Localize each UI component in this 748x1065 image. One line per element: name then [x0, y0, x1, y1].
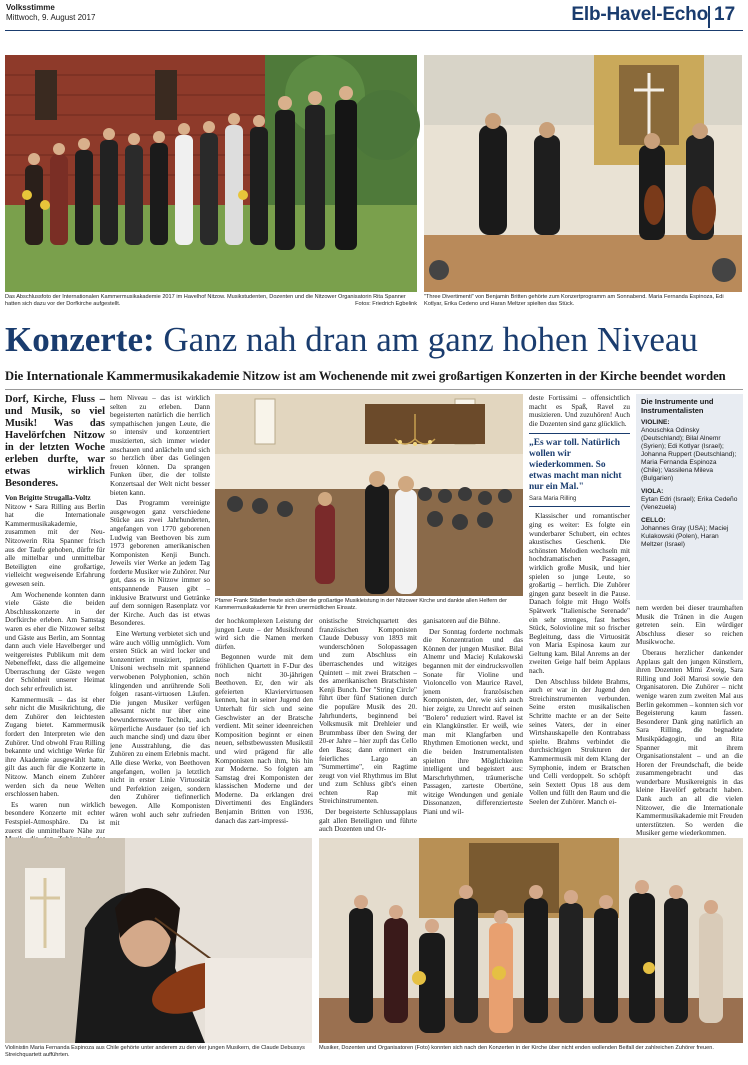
article-column-7: [636, 604, 743, 838]
paragraph: Überaus herzlicher dankender Applaus galt den jungen Künstlern, ihren Dozenten Mimi Zweig, Sara Rilling und Joël Marosi sowie den Organisatoren. Die Zuhörer – nicht wenige waren zum zweiten Mal aus Berlin gekommen – konnten sich vor Begeisterung kaum fassen. Besonderer Dank ging natürlich an Sara Rilling, die begnadete Musikpädagogin, und an Rita Spanner mit ihrem Organisationstalent – und an die Horen der Freundschaft, die beide zusammengebracht und das wunderbare Musikereignis in das kleine Havelörf gebracht haben. Dank auch an all die vielen Nitzower, die die Internationale Kammermusikakademie mit Freuden unterstützten. So werden die Musiker gerne wiederkommen.: [636, 648, 743, 838]
violine-label: VIOLINE:: [641, 419, 670, 426]
paragraph: Begonnen wurde mit dem fröhlichen Quartett in F-Dur des noch nicht 30-jährigen Beethoven. Er, den wir als gefeierten Klaviervirtuosen kennen, hat in seiner Jugend den Unterhalt für sich und seine Geschwister an der Bratsche verdient. Mit seiner ideenreichen Komposition beginnt er einen neuen, selbstbewussten Musikstil und wird prägend für alle Komponisten nach ihm, bis hin zur Moderne. So folgten am Samstag drei Komponisten der klassischen Moderne und der Moderne. Da erklangen drei Divertimenti des Engländers Benjamin Britten von 1936, danach das zart-impressi-: [215, 653, 313, 825]
caption-bottom-right: Musiker, Dozenten und Organisatoren (Foto) konnten sich nach den Konzerten in der Kirche über nicht enden wollenden Beifall der zahlreichen Zuhörer freuen.: [319, 1045, 714, 1051]
article-column-3: [215, 617, 313, 832]
paper-name: Volksstimme: [6, 3, 55, 12]
cello-label: CELLO:: [641, 517, 666, 524]
paragraph: deste Fortissimi – offensichtlich macht es Spaß, Ravel zu musizieren. Und zuzuhören! Auch die Dozenten sind ganz glücklich.: [529, 394, 630, 428]
cello-names: Johannes Gray (USA); Maciej Kulakowski (Polen), Haran Meltzer (Israel): [641, 525, 729, 548]
caption-top-left-text: Das Abschlussfoto der Internationalen Kammermusikakademie 2017 im Havelhof Nitzow. Musikstudenten, Dozenten und die Nitzower Organisatorin Rita Spanner hatten sich dazu vor der Dorfkirche aufgestellt.: [5, 294, 406, 307]
paragraph: nem werden bei dieser traumhaften Musik die Tränen in die Augen getreten sein. Ein würdiger Abschluss dieser so reichen Musikwoche.: [636, 604, 743, 647]
paragraph: ganisatoren auf die Bühne.: [423, 617, 501, 625]
headline-kicker: Konzerte:: [5, 320, 155, 359]
viola-names: Eytan Edri (Israel); Erika Cedeño (Venezuela): [641, 496, 738, 511]
col1-body: [5, 503, 105, 861]
article-column-6: [529, 394, 630, 832]
caption-top-left: [5, 294, 417, 312]
violinist-photo-illustration: [5, 838, 312, 1043]
photo-church-interior: [215, 394, 523, 596]
quote-source: Sara Maria Rilling: [529, 496, 577, 503]
church-interior-illustration: [215, 394, 523, 596]
header-divider: [708, 6, 710, 28]
paragraph: Den Abschluss bildete Brahms, auch er war in der Jugend den Streichinstrumenten verbunden. Seine ersten musikalischen Schritte machte er an der Seite seines Vaters, der in einer Wirtshauskapelle den Kontrabass spielte. Brahms verbindet die durchsichtigen Strukturen der Kammermusik mit dem Klang der Symphonie, indem er Bratschen und Celli verdoppelt. So schöpft sein Sextett Opus 18 aus dem Vollen und füllt den Raum und die Seelen der Zuhörer. Manch ei-: [529, 677, 630, 806]
caption-bottom-left: Violinistin Maria Fernanda Espinoza aus Chile gehörte unter anderem zu den vier jungen Musikern, die Claude Debussys Streichquartett aufführten.: [5, 1045, 305, 1058]
headline: [5, 321, 698, 359]
paragraph: Das Programm vereinigte ausgewogen ganz verschiedene Stücke aus zwei Jahrhunderten, angefangen von 1770 geborenen Ludwig van Beethoven bis zum 1973 geborenen amerikanischen Komponisten Kenji Bunch. Jeweils vier Werke an jedem Tag forderte Musiker wie Zuhörer. Nur gut, dass es in Nitzow immer so entspannende Pausen gibt – inklusive Bratwurst und Getränke auf dem sonnigen Rasenplatz vor der Kirche. Auch das ist etwas Besonderes.: [110, 499, 210, 628]
issue-date: Mittwoch, 9. August 2017: [6, 13, 96, 22]
photo-credit: Fotos: Friedrich Egbelink: [355, 301, 417, 307]
paragraph: Es waren nun wirklich besondere Konzerte mit echter Festspiel-Atmosphäre. Da ist zuerst die unmittelbare Nähe zur: [5, 800, 105, 835]
article-column-2: [110, 394, 210, 832]
paragraph: der hochkomplexen Leistung der jungen Leute – der Musikfreund wird sich die Namen merken dürfen.: [215, 617, 313, 651]
col6-body: [529, 512, 630, 806]
quote-text: „Es war toll. Natürlich wollen wir wiederkommen. So etwas macht man nicht nur ein Mal.": [529, 438, 622, 493]
section-title: Elb-Havel-Echo: [571, 4, 708, 25]
masthead: [6, 3, 95, 23]
group-photo-illustration: [5, 55, 417, 292]
paragraph: Klassischer und romantischer ging es weiter: Es folgte ein wunderbarer Schubert, ein echtes akustisches Geschenk. Die schönsten Melodien wechseln mit hochdramatischen Passagen, wirklich große Musik, und hier spielen so junge Leute, so großartig – herrlich. Die Zuhörer gingen ganz beseelt in die Pause. Danach folgte mit Hugo Wolfs Spätwerk "Italienische Serenade" ein sehr strenges, fast herbes Stück, Solovioline mit so frischer Begleitung, dass die Virtuosität von Maria Espinosa kaum zur Geltung kam. Bilal Anrems an der zweiten Geige half beim Applaus nach.: [529, 512, 630, 676]
infobox-violine: [641, 419, 738, 483]
caption-top-right: "Three Divertimenti" von Benjamin Britten gehörte zum Konzertprogramm am Sonnabend. Maria Fernanda Espinoza, Edi Kotlyar, Erika Cedeno und Haran Meltzer spielten das Stück.: [424, 294, 724, 307]
paragraph: onistische Streichquartett des französischen Komponisten Claude Debussy von 1893 mit wunderschönen Solopassagen und zum Abschluss ein überraschendes und witziges Quintett – mit zwei Bratschen – des amerikanischen Bratschisten Kenji Bunch. Der "String Circle" führt über fünf Stationen durch die populäre Musik des 20. Jahrhunderts, beginnend bei Volksmusik mit Drehleier und Brummbass über den Swing der 20-er Jahre – hier zupft das Cello den Bass; dann erinnert ein feierliches Largo an "Summertime", ein Ragtime zeugt von viel Rhythmus im Blut und zum Schluss gibt's einen echten Rap mit Streichinstrumenten.: [319, 617, 417, 806]
paragraph: Eine Wertung verbietet sich und wäre auch völlig unmöglich. Vom ersten Stück an wird locker und konzentriert musiziert, präzise Unisoni wechseln mit spannend verwobenen Polyphonien, schön klingenden und anrührende Soli folgen rasant-virtuosen Läufen. Die jungen Musiker verfügen allesamt nicht nur über eine bewundernswerte Technik, auch körperliche Ausdauer (so tief ich auch manche sind) und dazu über jene Ausstrahlung, die das Zuhören zu einem Erlebnis macht. Alle diese Werke, von Beethoven angefangen, wollen ja letztlich nicht in erster Linie Virtuosität und Perfektion zeigen, sondern den Zuhörer tiefinnerlich bewegen. Alle Komponisten wären wohl auch sehr zufrieden mit: [110, 630, 210, 828]
photo-group-outside-church: [5, 55, 417, 292]
article-lead: Dorf, Kirche, Fluss – und Musik, so viel Musik! Was das Havelörfchen Nitzow in der letzten Woche erleben durfte, war etwas wirklich Besonderes.: [5, 394, 105, 489]
paragraph: Am Wochenende konnten dann viele Gäste die beiden Abschlusskonzerte in der Dorfkirche erleben. Am Samstag waren es eher die Nitzower selbst und Gäste aus Berlin, am Sonntag dann auch viele Havelberger und weitgereistes Publikum mit dem Nebeneffekt, dass die allgemeine Überraschung der Gäste wegen der Schönheit unserer Heimat doch sehr erfreulich ist.: [5, 590, 105, 694]
col6-top: [529, 394, 630, 428]
header-rule: [5, 30, 743, 31]
quartet-photo-illustration: [424, 55, 742, 292]
violine-names: Anouschka Odinsky (Deutschland); Bilal Alnemr (Syrien); Edi Kotlyar (Israel); Johanna Ruppert (Deutschland); Maria Fernanda Espinoza (Chile); Vassilena Mileva (Bulgarien): [641, 427, 737, 482]
paragraph: Der begeisterte Schlussapplaus galt allen Beteiligten und führte auch Dozenten und Or-: [319, 808, 417, 834]
subheadline-rule: [5, 389, 743, 390]
paragraph: hem Niveau – das ist wirklich selten zu erleben. Dann begeisterten natürlich die herrlich sympathischen jungen Leute, die so intensiv und konzentriert musizierten, sich immer wieder anschauen und anlächeln und sich so herzlich über das Gelingen freuen können. Da sprangen Funken über, die der tollste Konzertsaal der Welt nicht besser bieten kann.: [110, 394, 210, 497]
page-number: 17: [714, 4, 736, 25]
infobox-title: Die Instrumente und Instrumentalisten: [641, 397, 714, 415]
viola-label: VIOLA:: [641, 488, 664, 495]
group-inside-photo-illustration: [319, 838, 743, 1043]
article-column-4: [319, 617, 417, 832]
photo-quartet-in-church: [424, 55, 742, 292]
photo-group-inside-church: [319, 838, 743, 1043]
article-column-1: [5, 394, 105, 835]
headline-main: Ganz nah dran am ganz hohen Niveau: [163, 320, 698, 359]
infobox-cello: [641, 517, 738, 549]
infobox-viola: [641, 488, 738, 512]
paragraph: Der Sonntag forderte nochmals die Konzentration und das Können der jungen Musiker. Bilal Alnemr und Maciej Kulakowski begannen mit der eindrucksvollen Sonate für Violine und Violoncello von Maurice Ravel, jenem französischen Komponisten, der, wie sich auch hier zeigte, zu Unrecht auf seinen "Bolero" reduziert wird. Ravel ist ein Klangkünstler. Er weiß, wie man mit Klangfarben und Rhythmen Emotionen weckt, und die beiden Instrumentalisten spielten ihre Möglichkeiten intelligent und begeistert aus: Marschrhythmen, träumerische Passagen, zarteste Obertöne, witzige Wendungen und geniale Dissonanzen, differenzierteste Piani und wil-: [423, 627, 523, 817]
infobox-musicians: [636, 394, 743, 600]
article-byline: Von Brigitte Strugalla-Voltz: [5, 494, 91, 502]
subheadline: Die Internationale Kammermusikakademie Nitzow ist am Wochenende mit zwei großartigen Konzerten in der Kirche beendet worden: [5, 369, 726, 383]
photo-violinist: [5, 838, 312, 1043]
paragraph: Nitzow • Sara Rilling aus Berlin hat die Internationale Kammermusikakademie, zusammen mit der Neu-Nitzowerin Rita Spanner frisch aus der Taufe gehoben, dürfte für alle mittelbar und unmittelbar Beteiligten eine großartige, vielleicht wegweisende Erfahrung gewesen sein.: [5, 502, 105, 588]
paragraph: Kammermusik – das ist eher sehr nicht die Musikrichtung, die dem Zuhörer den leichtesten Zugang bietet. Kammermusik fordert den Interpreten wie den Zuhörer. Und obwohl Frau Rilling bekannte und wichtige Werke für ihre Akademie ausgewählt hatte, gilt das auch für die Konzerte in Nitzow. Manch einem Zuhörer werden sich da neue Welten erschlossen haben.: [5, 695, 105, 799]
pull-quote: [529, 433, 630, 507]
article-column-5: [423, 617, 523, 832]
caption-middle: Pfarrer Frank Städler freute sich über die großartige Musikleistung in der Nitzower Kirche und dankte allen Helfern der Kammermusikakademie für ihren unermüdlichen Einsatz.: [215, 598, 507, 611]
